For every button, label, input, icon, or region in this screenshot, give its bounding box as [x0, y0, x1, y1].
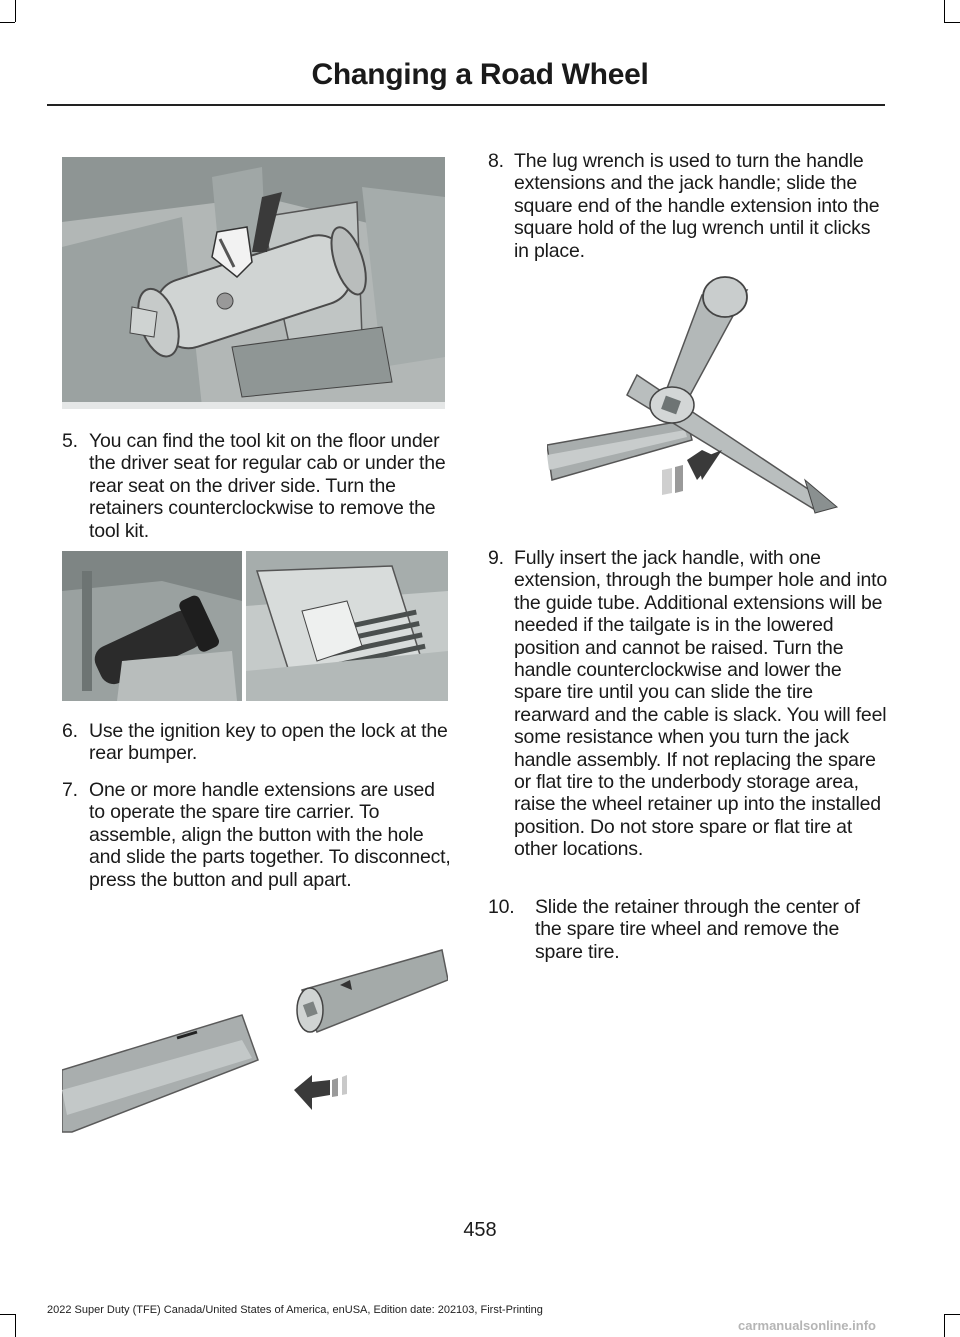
step-number: 5. [62, 430, 78, 452]
watermark: carmanualsonline.info [738, 1318, 876, 1333]
step-text: Fully insert the jack handle, with one extension, through the bumper hole and into the guide tube. Additional extensions will be needed if the tailgate is in the lowered position and cannot be raised. Turn the handle counterclockwise and lower the spare tire until you can slide the tire rearward and the cable is slack. You will feel some resistance when you turn the jack handle assembly. If not replacing the spare or flat tire to the underbody storage area, raise the wheel retainer up into the installed position. Do not store spare or flat tire at other locations. [514, 547, 888, 861]
step-7 [62, 779, 452, 891]
crop-mark [944, 1314, 945, 1337]
footer-edition-info: 2022 Super Duty (TFE) Canada/United States of America, enUSA, Edition date: 202103, First-Printing [47, 1304, 543, 1316]
header-rule [47, 104, 885, 106]
page-title: Changing a Road Wheel [311, 58, 649, 91]
handle-extension-illustration [62, 940, 448, 1135]
step-number: 7. [62, 779, 78, 801]
step-number: 10. [488, 896, 515, 918]
jack-stowage-illustration [62, 157, 445, 409]
crop-mark [944, 22, 960, 23]
step-6 [62, 720, 452, 765]
step-10 [488, 896, 888, 963]
step-8 [488, 150, 888, 262]
crop-mark [15, 0, 16, 22]
tool-kit-illustration [62, 551, 448, 701]
lug-wrench-illustration [547, 265, 850, 527]
step-number: 9. [488, 547, 504, 569]
step-text: The lug wrench is used to turn the handle extensions and the jack handle; slide the square end of the handle extension into the square hold of the lug wrench until it clicks in place. [514, 150, 880, 262]
crop-mark [944, 1314, 960, 1315]
step-text: Slide the retainer through the center of the spare tire wheel and remove the spare tire. [535, 896, 860, 963]
step-number: 8. [488, 150, 504, 172]
step-9 [488, 547, 888, 861]
step-5 [62, 430, 452, 542]
step-text: One or more handle extensions are used to operate the spare tire carrier. To assemble, align the button with the hole and slide the parts together. To disconnect, press the button and pull apart. [89, 779, 451, 891]
crop-mark [15, 1314, 16, 1337]
step-text: You can find the tool kit on the floor under the driver seat for regular cab or under the rear seat on the driver side. Turn the retainers counterclockwise to remove the tool kit. [89, 430, 446, 542]
step-text: Use the ignition key to open the lock at the rear bumper. [89, 720, 448, 765]
crop-mark [944, 0, 945, 22]
step-number: 6. [62, 720, 78, 742]
page-number: 458 [463, 1219, 497, 1241]
crop-mark [0, 1314, 15, 1315]
crop-mark [0, 22, 15, 23]
